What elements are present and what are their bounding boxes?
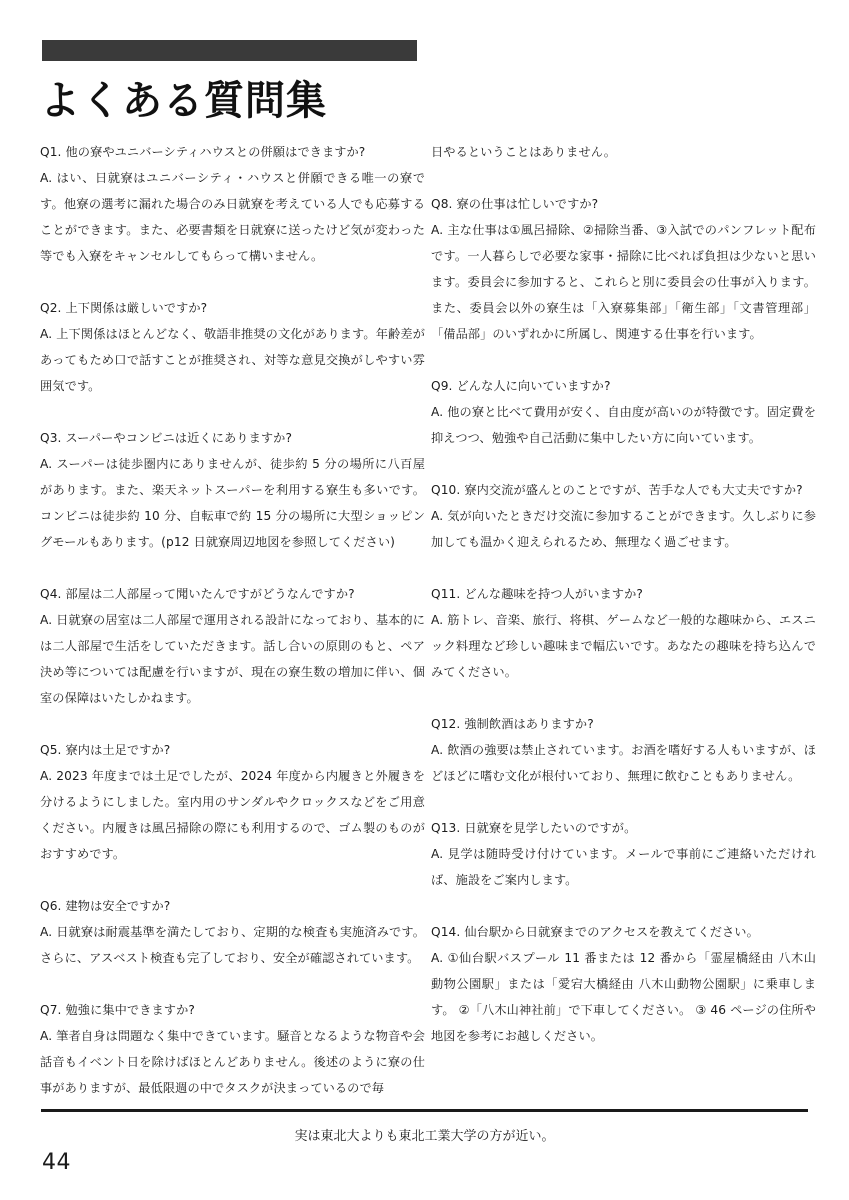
faq-question: Q6. 建物は安全ですか? xyxy=(40,899,171,913)
faq-item-q7 xyxy=(40,997,425,1101)
faq-answer: A. 日就寮は耐震基準を満たしており、定期的な検査も実施済みです。さらに、アスベスト検査も完了しており、安全が確認されています。 xyxy=(40,925,425,965)
faq-answer: A. 2023 年度までは土足でしたが、2024 年度から内履きと外履きを分けるようにしました。室内用のサンダルやクロックスなどをご用意ください。内履きは風呂掃除の際にも利用するので、ゴム製のものがおすすめです。 xyxy=(40,769,425,861)
faq-question: Q2. 上下関係は厳しいですか? xyxy=(40,301,208,315)
faq-question: Q12. 強制飲酒はありますか? xyxy=(431,717,594,731)
header-bar xyxy=(42,40,417,61)
faq-question: Q9. どんな人に向いていますか? xyxy=(431,379,611,393)
faq-question: Q14. 仙台駅から日就寮までのアクセスを教えてください。 xyxy=(431,925,759,939)
faq-item-q11 xyxy=(431,581,816,685)
faq-question: Q8. 寮の仕事は忙しいですか? xyxy=(431,197,599,211)
faq-left-column xyxy=(40,139,425,1127)
faq-question: Q7. 勉強に集中できますか? xyxy=(40,1003,195,1017)
faq-item-q2 xyxy=(40,295,425,399)
faq-item-q13 xyxy=(431,815,816,893)
faq-question: Q11. どんな趣味を持つ人がいますか? xyxy=(431,587,643,601)
faq-answer: A. ①仙台駅バスプール 11 番または 12 番から「霊屋橋経由 八木山動物公園駅」または「愛宕大橋経由 八木山動物公園駅」に乗車します。 ②「八木山神社前」で下車してください。 ③ 46 ページの住所や地図を参考にお越しください。 xyxy=(431,951,816,1043)
faq-item-q10 xyxy=(431,477,816,555)
faq-answer: A. 上下関係はほとんどなく、敬語非推奨の文化があります。年齢差があってもため口で話すことが推奨され、対等な意見交換がしやすい雰囲気です。 xyxy=(40,327,425,393)
faq-answer: A. 飲酒の強要は禁止されています。お酒を嗜好する人もいますが、ほどほどに嗜む文化が根付いており、無理に飲むこともありません。 xyxy=(431,743,816,783)
faq-item-q6 xyxy=(40,893,425,971)
faq-answer-continuation: 日やるということはありません。 xyxy=(431,145,617,159)
faq-answer: A. スーパーは徒歩圏内にありませんが、徒歩約 5 分の場所に八百屋があります。また、楽天ネットスーパーを利用する寮生も多いです。コンビニは徒歩約 10 分、自転車で約 15 分の場所に大型ショッピングモールもあります。(p12 日就寮周辺地図を参照してください) xyxy=(40,457,425,549)
faq-question: Q5. 寮内は土足ですか? xyxy=(40,743,171,757)
faq-item-q4 xyxy=(40,581,425,711)
footer-note: 実は東北大よりも東北工業大学の方が近い。 xyxy=(294,1129,555,1144)
faq-item-q1 xyxy=(40,139,425,269)
faq-answer: A. 見学は随時受け付けています。メールで事前にご連絡いただければ、施設をご案内します。 xyxy=(431,847,816,887)
faq-question: Q13. 日就寮を見学したいのですが。 xyxy=(431,821,637,835)
faq-answer: A. 日就寮の居室は二人部屋で運用される設計になっており、基本的には二人部屋で生活をしていただきます。話し合いの原則のもと、ペア決め等については配慮を行いますが、現在の寮生数の増加に伴い、個室の保障はいたしかねます。 xyxy=(40,613,425,705)
faq-answer: A. 気が向いたときだけ交流に参加することができます。久しぶりに参加しても温かく迎えられるため、無理なく過ごせます。 xyxy=(431,509,816,549)
faq-answer: A. 筋トレ、音楽、旅行、将棋、ゲームなど一般的な趣味から、エスニック料理など珍しい趣味まで幅広いです。あなたの趣味を持ち込んでみてください。 xyxy=(431,613,816,679)
faq-answer: A. はい、日就寮はユニバーシティ・ハウスと併願できる唯一の寮です。他寮の選考に漏れた場合のみ日就寮を考えている人でも応募することができます。また、必要書類を日就寮に送ったけど気が変わった等でも入寮をキャンセルしてもらって構いません。 xyxy=(40,171,425,263)
faq-item-q12 xyxy=(431,711,816,789)
faq-answer: A. 主な仕事は①風呂掃除、②掃除当番、③入試でのパンフレット配布です。一人暮らしで必要な家事・掃除に比べれば負担は少ないと思います。委員会に参加すると、これらと別に委員会の仕事が入ります。また、委員会以外の寮生は「入寮募集部」「衛生部」「文書管理部」「備品部」のいずれかに所属し、関連する仕事を行います。 xyxy=(431,223,816,341)
faq-question: Q1. 他の寮やユニバーシティハウスとの併願はできますか? xyxy=(40,145,366,159)
faq-item-q14 xyxy=(431,919,816,1049)
faq-question: Q4. 部屋は二人部屋って聞いたんですがどうなんですか? xyxy=(40,587,355,601)
faq-answer: A. 他の寮と比べて費用が安く、自由度が高いのが特徴です。固定費を抑えつつ、勉強や自己活動に集中したい方に向いています。 xyxy=(431,405,816,445)
faq-answer: A. 筆者自身は問題なく集中できています。騒音となるような物音や会話音もイベント日を除けばほとんどありません。後述のように寮の仕事がありますが、最低限週の中でタスクが決まっているので毎 xyxy=(40,1029,425,1095)
faq-item-q8 xyxy=(431,191,816,347)
faq-right-column xyxy=(431,139,816,1075)
faq-question: Q10. 寮内交流が盛んとのことですが、苦手な人でも大丈夫ですか? xyxy=(431,483,803,497)
page-title: よくある質問集 xyxy=(40,78,327,124)
faq-item-q9 xyxy=(431,373,816,451)
faq-item-q5 xyxy=(40,737,425,867)
page-number: 44 xyxy=(42,1150,71,1175)
footer-divider xyxy=(41,1109,808,1112)
faq-item-q3 xyxy=(40,425,425,555)
faq-question: Q3. スーパーやコンビニは近くにありますか? xyxy=(40,431,293,445)
